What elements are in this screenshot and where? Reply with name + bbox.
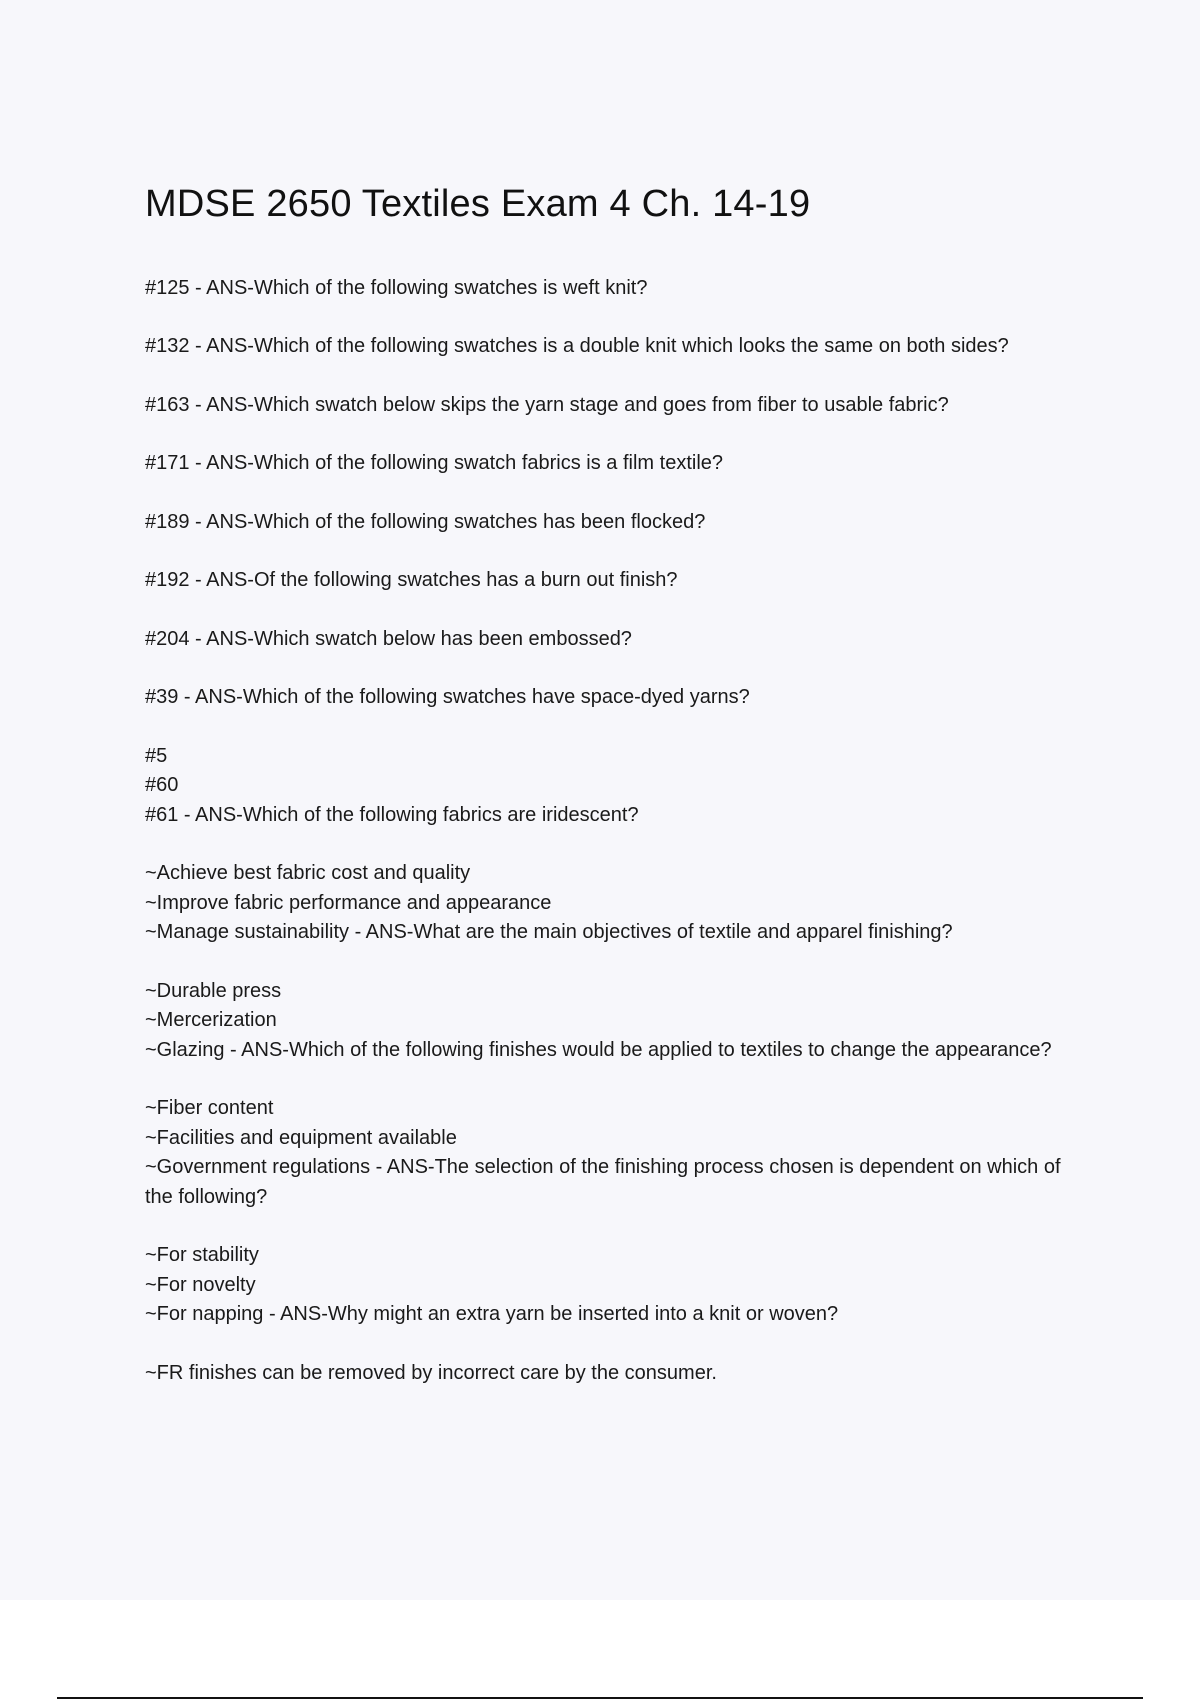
entry-line: ~Improve fabric performance and appearance (145, 891, 552, 914)
entry-line: ~Durable press (145, 979, 282, 1002)
entry-line: ~Glazing - ANS-Which of the following finishes would be applied to textiles to change the appearance? (145, 1038, 1052, 1061)
qa-entry (145, 1094, 1085, 1212)
qa-entry (145, 332, 1085, 362)
qa-entry (145, 977, 1085, 1066)
qa-entry (145, 683, 1085, 713)
entry-line: #5 (145, 744, 168, 767)
entry-line: ~Government regulations - ANS-The selection of the finishing process chosen is dependent on which of the following? (145, 1156, 1061, 1208)
entry-line: #39 - ANS-Which of the following swatches have space-dyed yarns? (145, 686, 750, 709)
qa-entry (145, 391, 1085, 421)
entry-line: ~For stability (145, 1244, 259, 1267)
entry-line: ~Fiber content (145, 1097, 274, 1120)
entry-line: ~Mercerization (145, 1009, 277, 1032)
qa-entry (145, 859, 1085, 948)
entry-line: #171 - ANS-Which of the following swatch fabrics is a film textile? (145, 452, 724, 475)
entry-line: ~FR finishes can be removed by incorrect care by the consumer. (145, 1361, 717, 1384)
entry-line: #189 - ANS-Which of the following swatches has been flocked? (145, 510, 706, 533)
qa-entry (145, 625, 1085, 655)
entry-line: #61 - ANS-Which of the following fabrics are iridescent? (145, 803, 639, 826)
entry-line: #60 (145, 774, 179, 797)
entry-line: ~Achieve best fabric cost and quality (145, 862, 471, 885)
qa-entry (145, 449, 1085, 479)
qa-entry (145, 274, 1085, 304)
qa-entry (145, 1359, 1085, 1389)
entry-line: ~For napping - ANS-Why might an extra yarn be inserted into a knit or woven? (145, 1303, 839, 1326)
qa-entry (145, 566, 1085, 596)
entry-line: ~For novelty (145, 1273, 256, 1296)
qa-entry (145, 508, 1085, 538)
qa-entry (145, 742, 1085, 831)
qa-entry (145, 1241, 1085, 1330)
entry-line: ~Facilities and equipment available (145, 1126, 457, 1149)
entry-line: #163 - ANS-Which swatch below skips the yarn stage and goes from fiber to usable fabric? (145, 393, 949, 416)
document-title: MDSE 2650 Textiles Exam 4 Ch. 14-19 (145, 183, 811, 225)
page-bottom-divider (57, 1697, 1143, 1699)
entry-line: ~Manage sustainability - ANS-What are the main objectives of textile and apparel finishing? (145, 921, 953, 944)
entry-line: #132 - ANS-Which of the following swatches is a double knit which looks the same on both sides? (145, 335, 1009, 358)
document-content (145, 182, 1085, 1417)
entry-line: #125 - ANS-Which of the following swatches is weft knit? (145, 276, 648, 299)
entry-line: #204 - ANS-Which swatch below has been embossed? (145, 627, 632, 650)
entry-line: #192 - ANS-Of the following swatches has a burn out finish? (145, 569, 678, 592)
